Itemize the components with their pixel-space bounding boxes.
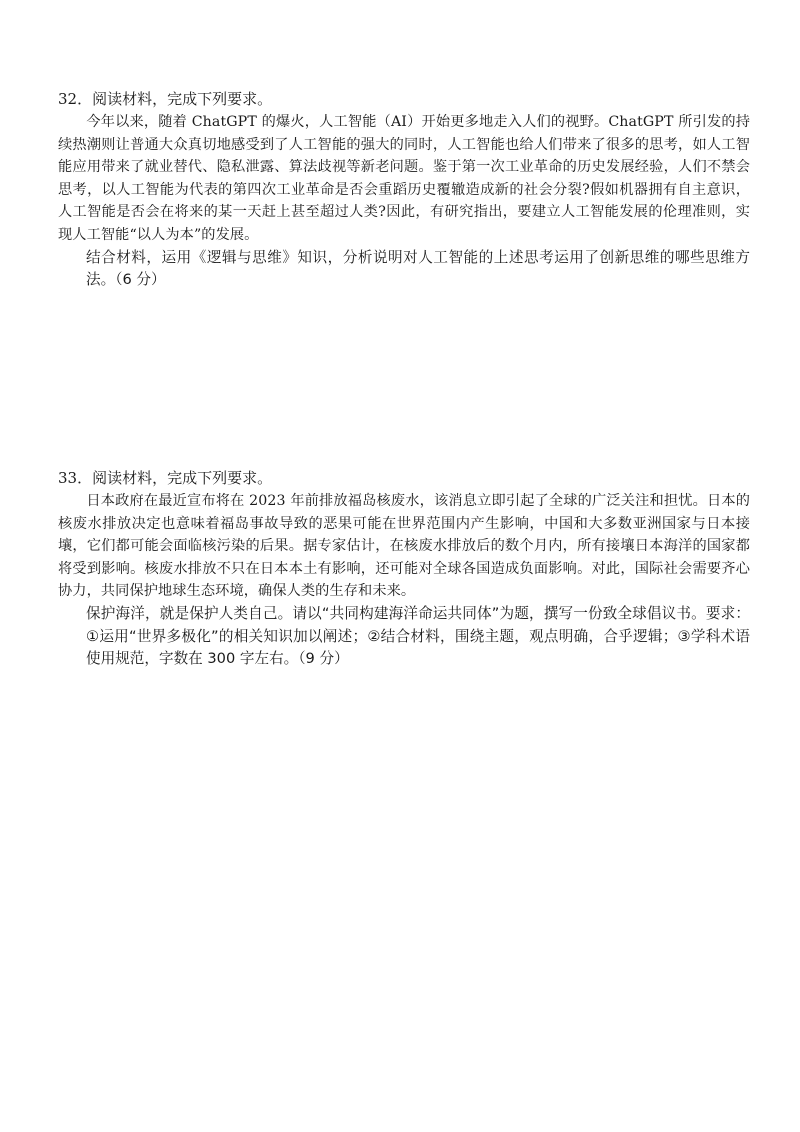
question-32 bbox=[58, 88, 750, 292]
question-33 bbox=[58, 467, 750, 671]
question-33-material: 日本政府在最近宣布将在 2023 年前排放福岛核废水，该消息立即引起了全球的广泛关注和担忧。日本的核废水排放决定也意味着福岛事故导致的恶果可能在世界范围内产生影响，中国和大多数亚洲国家与日本接壤，它们都可能会面临核污染的后果。据专家估计，在核废水排放后的数个月内，所有接壤日本海洋的国家都将受到影响。核废水排放不只在日本本土有影响，还可能对全球各国造成负面影响。对此，国际社会需要齐心协力，共同保护地球生态环境，确保人类的生存和未来。 bbox=[58, 493, 750, 600]
question-33-task: 保护海洋，就是保护人类自己。请以“共同构建海洋命运共同体”为题，撰写一份致全球倡议书。要求：①运用“世界多极化”的相关知识加以阐述；②结合材料，围绕主题，观点明确，合乎逻辑；③学科术语使用规范，字数在 300 字左右。（9 分） bbox=[86, 604, 750, 668]
question-32-title: 32．阅读材料，完成下列要求。 bbox=[58, 90, 273, 108]
question-32-material: 今年以来，随着 ChatGPT 的爆火，人工智能（AI）开始更多地走入人们的视野。ChatGPT 所引发的持续热潮则让普通大众真切地感受到了人工智能的强大的同时，人工智能也给人们带来了很多的思考，如人工智能应用带来了就业替代、隐私泄露、算法歧视等新老问题。鉴于第一次工业革命的历史发展经验，人们不禁会思考，以人工智能为代表的第四次工业革命是否会重蹈历史覆辙造成新的社会分裂?假如机器拥有自主意识，人工智能是否会在将来的某一天赶上甚至超过人类?因此，有研究指出，要建立人工智能发展的伦理准则，实现人工智能“以人为本”的发展。 bbox=[58, 114, 750, 243]
question-32-task: 结合材料，运用《逻辑与思维》知识，分析说明对人工智能的上述思考运用了创新思维的哪些思维方法。（6 分） bbox=[86, 248, 750, 289]
question-33-title: 33．阅读材料，完成下列要求。 bbox=[58, 469, 273, 487]
